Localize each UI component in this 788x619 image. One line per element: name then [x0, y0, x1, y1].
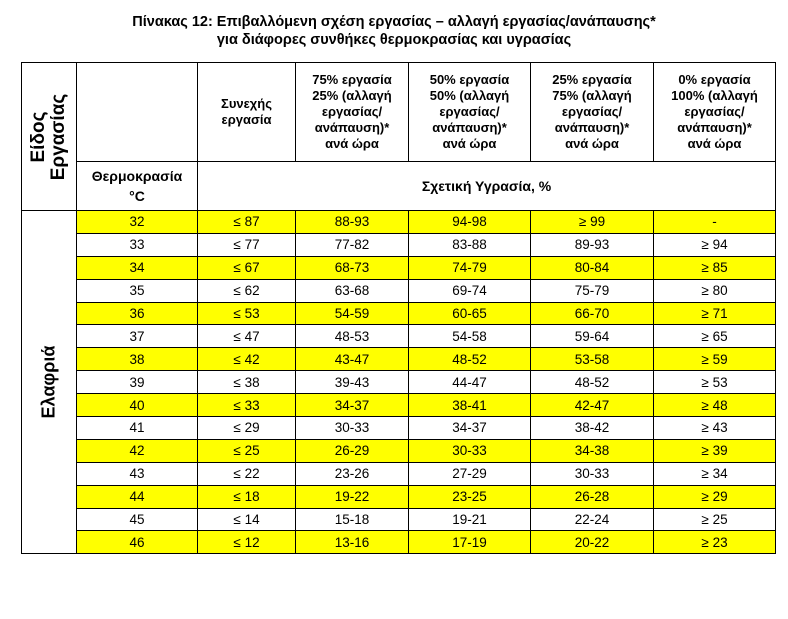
humidity-cell: 30-33: [296, 417, 409, 440]
humidity-cell: 74-79: [409, 256, 531, 279]
humidity-cell: ≤ 62: [198, 279, 296, 302]
work-rest-table: [21, 62, 776, 554]
humidity-cell: ≥ 65: [654, 325, 776, 348]
table-row: [22, 256, 776, 279]
humidity-cell: 19-22: [296, 485, 409, 508]
table-row: [22, 348, 776, 371]
temperature-cell: 41: [77, 417, 198, 440]
humidity-cell: ≤ 33: [198, 394, 296, 417]
humidity-cell: 80-84: [531, 256, 654, 279]
humidity-cell: 26-29: [296, 439, 409, 462]
humidity-cell: 48-52: [531, 371, 654, 394]
work-75-header: 75% εργασία 25% (αλλαγή εργασίας/ ανάπαυση)* ανά ώρα: [296, 63, 409, 162]
humidity-cell: ≥ 59: [654, 348, 776, 371]
humidity-cell: ≤ 47: [198, 325, 296, 348]
humidity-cell: ≤ 12: [198, 531, 296, 554]
work-category-cell: Ελαφριά: [22, 211, 77, 554]
table-row: [22, 302, 776, 325]
humidity-cell: 15-18: [296, 508, 409, 531]
humidity-cell: ≥ 43: [654, 417, 776, 440]
table-row: [22, 371, 776, 394]
title-line-2: για διάφορες συνθήκες θερμοκρασίας και υγρασίας: [216, 32, 572, 48]
humidity-cell: ≥ 99: [531, 211, 654, 234]
table-row: [22, 439, 776, 462]
humidity-cell: 23-26: [296, 462, 409, 485]
table-row: [22, 462, 776, 485]
humidity-cell: ≤ 67: [198, 256, 296, 279]
temperature-header: Θερμοκρασία °C: [77, 162, 198, 211]
humidity-cell: ≥ 80: [654, 279, 776, 302]
humidity-cell: 48-52: [409, 348, 531, 371]
humidity-cell: 34-38: [531, 439, 654, 462]
table-row: [22, 531, 776, 554]
humidity-cell: 69-74: [409, 279, 531, 302]
humidity-cell: 42-47: [531, 394, 654, 417]
humidity-cell: 77-82: [296, 233, 409, 256]
humidity-cell: 26-28: [531, 485, 654, 508]
table-row: [22, 485, 776, 508]
table-row: [22, 211, 776, 234]
work-25-header: 25% εργασία 75% (αλλαγή εργασίας/ ανάπαυση)* ανά ώρα: [531, 63, 654, 162]
continuous-work-header: Συνεχής εργασία: [198, 63, 296, 162]
humidity-cell: 34-37: [409, 417, 531, 440]
humidity-cell: 89-93: [531, 233, 654, 256]
temperature-cell: 38: [77, 348, 198, 371]
humidity-cell: ≤ 29: [198, 417, 296, 440]
temperature-cell: 43: [77, 462, 198, 485]
work-0-header: 0% εργασία 100% (αλλαγή εργασίας/ ανάπαυση)* ανά ώρα: [654, 63, 776, 162]
humidity-cell: 53-58: [531, 348, 654, 371]
table-row: [22, 394, 776, 417]
humidity-cell: 22-24: [531, 508, 654, 531]
humidity-cell: ≥ 29: [654, 485, 776, 508]
humidity-cell: 54-59: [296, 302, 409, 325]
humidity-cell: ≥ 71: [654, 302, 776, 325]
humidity-cell: ≤ 53: [198, 302, 296, 325]
humidity-cell: 38-42: [531, 417, 654, 440]
temperature-cell: 33: [77, 233, 198, 256]
humidity-cell: ≥ 85: [654, 256, 776, 279]
title-line-1: Πίνακας 12: Επιβαλλόμενη σχέση εργασίας – αλλαγή εργασίας/ανάπαυσης*: [132, 14, 656, 30]
humidity-cell: 94-98: [409, 211, 531, 234]
table-row: [22, 508, 776, 531]
temperature-cell: 39: [77, 371, 198, 394]
humidity-cell: 13-16: [296, 531, 409, 554]
table-row: [22, 279, 776, 302]
humidity-cell: ≤ 22: [198, 462, 296, 485]
temperature-cell: 44: [77, 485, 198, 508]
humidity-cell: 43-47: [296, 348, 409, 371]
temperature-cell: 32: [77, 211, 198, 234]
humidity-cell: 60-65: [409, 302, 531, 325]
humidity-cell: ≥ 23: [654, 531, 776, 554]
humidity-cell: 39-43: [296, 371, 409, 394]
temperature-cell: 45: [77, 508, 198, 531]
temperature-cell: 37: [77, 325, 198, 348]
humidity-cell: 30-33: [409, 439, 531, 462]
humidity-cell: 19-21: [409, 508, 531, 531]
humidity-cell: 54-58: [409, 325, 531, 348]
humidity-cell: 59-64: [531, 325, 654, 348]
table-row: [22, 233, 776, 256]
humidity-cell: 34-37: [296, 394, 409, 417]
humidity-cell: ≥ 39: [654, 439, 776, 462]
empty-header-cell: [77, 63, 198, 162]
temperature-cell: 36: [77, 302, 198, 325]
humidity-cell: ≤ 14: [198, 508, 296, 531]
temperature-cell: 40: [77, 394, 198, 417]
humidity-cell: ≤ 42: [198, 348, 296, 371]
humidity-cell: 63-68: [296, 279, 409, 302]
humidity-cell: ≥ 25: [654, 508, 776, 531]
humidity-cell: ≤ 25: [198, 439, 296, 462]
table-title: [0, 13, 788, 49]
humidity-cell: ≤ 18: [198, 485, 296, 508]
temperature-cell: 46: [77, 531, 198, 554]
humidity-cell: ≤ 87: [198, 211, 296, 234]
humidity-cell: 44-47: [409, 371, 531, 394]
humidity-cell: ≥ 48: [654, 394, 776, 417]
humidity-cell: ≤ 38: [198, 371, 296, 394]
table-row: [22, 417, 776, 440]
humidity-cell: 20-22: [531, 531, 654, 554]
humidity-header: Σχετική Υγρασία, %: [198, 162, 776, 211]
humidity-cell: 75-79: [531, 279, 654, 302]
humidity-cell: 23-25: [409, 485, 531, 508]
humidity-cell: 83-88: [409, 233, 531, 256]
temperature-cell: 34: [77, 256, 198, 279]
work-50-header: 50% εργασία 50% (αλλαγή εργασίας/ ανάπαυση)* ανά ώρα: [409, 63, 531, 162]
humidity-cell: 38-41: [409, 394, 531, 417]
humidity-cell: -: [654, 211, 776, 234]
humidity-cell: ≥ 94: [654, 233, 776, 256]
humidity-cell: 27-29: [409, 462, 531, 485]
humidity-cell: 48-53: [296, 325, 409, 348]
humidity-cell: 17-19: [409, 531, 531, 554]
temperature-cell: 42: [77, 439, 198, 462]
humidity-cell: ≥ 53: [654, 371, 776, 394]
work-type-header: Είδος Εργασίας: [22, 63, 77, 211]
humidity-cell: 66-70: [531, 302, 654, 325]
temperature-cell: 35: [77, 279, 198, 302]
humidity-cell: 68-73: [296, 256, 409, 279]
humidity-cell: 88-93: [296, 211, 409, 234]
humidity-cell: ≥ 34: [654, 462, 776, 485]
table-row: [22, 325, 776, 348]
humidity-cell: 30-33: [531, 462, 654, 485]
humidity-cell: ≤ 77: [198, 233, 296, 256]
